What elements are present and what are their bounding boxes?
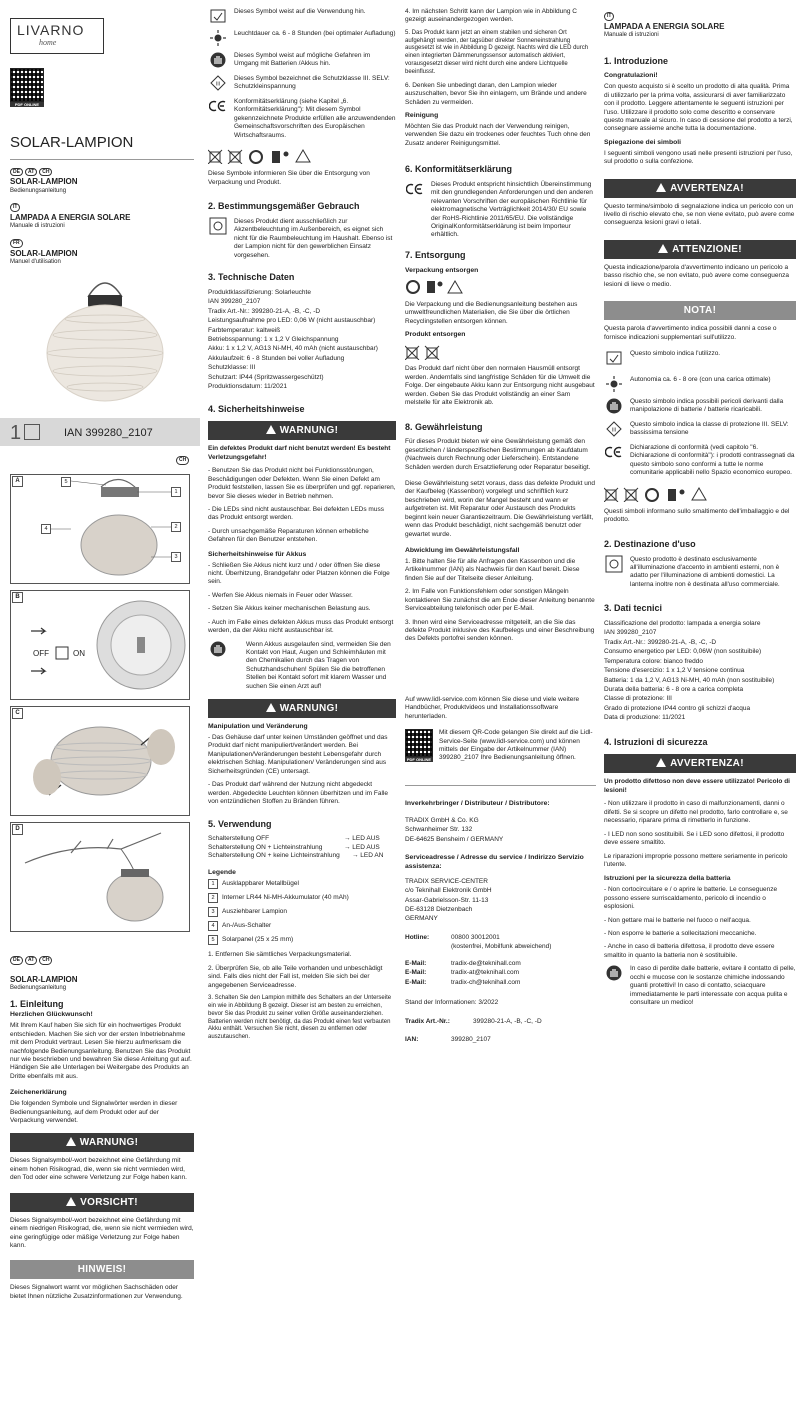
cover-lang-it (10, 203, 194, 231)
intended-use-icon (209, 217, 227, 235)
brand-sub: home (39, 38, 57, 47)
it-congrats-heading: Congratulazioni! (604, 72, 658, 80)
disposal-symbols (208, 148, 396, 167)
service-heading: Serviceadresse / Adresse du service / Indirizzo Servizio assistenza: (405, 854, 584, 870)
legend-number: 3 (208, 907, 218, 917)
figure-a-label: A (12, 476, 23, 487)
it-tech-data (604, 620, 796, 723)
glove-icon (606, 965, 622, 981)
it-glove-text: In caso di perdite dalle batterie, evitare il contatto di pelle, occhi e mucose con le sostanze chimiche indossando guanti protettivi! In caso di contatto, sciacquare immediatamente le parti interessate con acqua pulita e consultare un medico! (630, 965, 796, 1007)
legend-number: 1 (208, 879, 218, 889)
tech-row: Data di produzione: 11/2021 (604, 714, 686, 722)
tech-row: Schutzart: IP44 (Spritzwassergeschützt) (208, 373, 324, 381)
ce-mark-icon (406, 183, 424, 195)
de-akku-glove-text: Wenn Akkus ausgelaufen sind, vermeiden Sie den Kontakt von Haut, Augen und Schleimhäuten mit den Chemikalien durch das Tragen von Schutzhandschuhen! Spülen Sie die betroffenen Stellen bei Kontakt sofort mit klarem Wasser und suchen Sie einen Arzt auf! (246, 640, 391, 690)
tech-row: IAN 399280_2107 (604, 629, 657, 637)
de-column-3 (402, 0, 600, 1408)
legend-item (208, 921, 396, 931)
page-box (24, 424, 40, 440)
it-caution-label: ATTENZIONE! (672, 243, 742, 255)
address-line: TRADIX GmbH & Co. KG (405, 816, 479, 824)
use-result: → LED AN (352, 852, 384, 860)
tech-row: Leistungsaufnahme pro LED: 0,06 W (nicht austauschbar) (208, 317, 376, 325)
lampion-product-image (30, 275, 180, 405)
email-address: tradix-at@teknihall.com (451, 969, 520, 977)
de-warning-label: WARNUNG! (79, 1137, 139, 1149)
ian-row (405, 1036, 596, 1044)
it-section-3-heading: 3. Dati tecnici (604, 603, 663, 614)
use-row (208, 835, 396, 843)
legend-number: 5 (208, 935, 218, 945)
de-intro (10, 956, 194, 1306)
it-caution-bar (604, 240, 796, 259)
intended-use-text: Dieses Produkt dient ausschließlich zur Akzentbeleuchtung im Außenbereich, es eignet sich nicht für die Raumbeleuchtung im Haushalt. Ebenso ist der Lampion nicht für den gewerblichen Einsatz vorgesehen. (234, 217, 393, 259)
de-warning-bar (10, 1133, 194, 1152)
qr-code-icon (10, 68, 44, 102)
cover-title: SOLAR-LAMPION (10, 134, 134, 152)
symbol-text: Questo simbolo indica la classe di protezione III. SELV: bassissima tensione (630, 420, 789, 437)
symbol-text: Dieses Symbol bezeichnet die Schutzklasse III. SELV: Schutzkleinspannung (234, 74, 390, 91)
address-line: c/o Teknihall Elektronik GmbH (405, 887, 492, 895)
email-label: E-Mail: (405, 978, 427, 986)
de-akku-item: - Werfen Sie Akkus niemals in Feuer oder Wasser. (208, 591, 353, 599)
warning-triangle-icon (66, 1137, 76, 1146)
ian-value: 399280_2107 (451, 1035, 491, 1043)
figure-d (10, 822, 190, 932)
it-symbols-text: I seguenti simboli vengono usati nelle presenti istruzioni per l'uso, sul prodotto o sulla confezione. (604, 149, 793, 166)
lang-code: FR (10, 239, 23, 248)
qr-code-icon (405, 729, 433, 757)
tech-row: Akku: 1 x 1,2 V, AG13 Ni-MH, 40 mAh (nicht austauschbar) (208, 345, 378, 353)
use-condition: Schalterstellung ON + Lichteinstrahlung (208, 843, 323, 851)
de-section-8-heading: 8. Gewährleistung (405, 421, 483, 432)
de-conformity-text: Dieses Produkt entspricht hinsichtlich Übereinstimmung mit den grundlegenden Anforderungen und den anderen relevanten Vorschriften der europäischen Richtlinie für elektromagnetische Verträglichkeit 2014/30/ EU sowie der RoHS-Richtlinie 2011/65/EU. Die vollständige OriginalKonformitätserklärung ist beim Importeur erhältlich. (431, 180, 593, 239)
use-condition: Schalterstellung ON + keine Lichteinstrahlung (208, 852, 340, 860)
tech-row: Batteria: 1 da 1,2 V, AG13 Ni-MH, 40 mAh (non sostituibile) (604, 676, 775, 684)
de-section-7-heading: 7. Entsorgung (405, 249, 466, 260)
de-product-disposal-heading: Produkt entsorgen (405, 331, 466, 339)
de-warranty-text: Für dieses Produkt bieten wir eine Gewährleistung gemäß den gesetzlichen / länderspezifischen Bestimmungen ab Kaufdatum (Nachweis durch Rechnung oder Lieferschein). Entstandene Schäden werden durch Ersatzlieferung oder Reparatur beseitigt. (405, 438, 591, 471)
warning-triangle-icon (656, 758, 666, 767)
recycling-icons (405, 279, 465, 295)
crossed-bin-icons (405, 344, 445, 360)
email-row (405, 960, 596, 968)
de-warranty-text: Diese Gewährleistung setzt voraus, dass das defekte Produkt und der Kaufbeleg (Kassenbon) vorgelegt und schriftlich kurz beschrieben wird, worin der Mangel besteht und wann er aufgetreten ist. Mit Reparatur oder Austausch des Produkts beginnt kein neuer Garantiezeitraum. Die Gewährleistung verfällt, wenn das Produkt beschädigt, nicht sachgemäß benutzt oder gewartet wurde. (405, 480, 596, 538)
de-packaging-heading: Verpackung entsorgen (405, 266, 479, 274)
info-date: Stand der Informationen: 3/2022 (405, 999, 499, 1007)
tech-row: Grado di protezione IP44 contro gli schizzi d'acqua (604, 704, 751, 712)
symbol-ce (208, 98, 396, 140)
de-step: 6. Denken Sie unbedingt daran, den Lampion wieder auszuschalten, bevor Sie ihn einlagern, um Brände und andere Schäden zu vermeiden. (405, 81, 587, 106)
hotline-label: Hotline: (405, 933, 430, 941)
de-lidl-service-text: Auf www.lidl-service.com können Sie diese und viele weitere Handbücher, Produktvideos und Installationssoftware herunterladen. (405, 695, 580, 720)
it-symbol-duration (604, 376, 796, 392)
disposal-icons (604, 486, 714, 502)
legend-item (208, 893, 396, 903)
it-section-2-heading: 2. Destinazione d'uso (604, 538, 696, 549)
de-safety-item: - Benutzen Sie das Produkt nicht bei Funktionsstörungen, Beschädigungen oder Defekten. Wenn Sie einen Defekt am Produkt feststellen, lassen Sie es überprüfen und ggf. reparieren, bevor Sie dieses wieder in Betrieb nehmen. (208, 467, 396, 500)
figure-b-label: B (12, 592, 23, 603)
glove-icon (210, 52, 226, 68)
de-title: SOLAR-LAMPION (10, 974, 78, 984)
it-symbol-usage (604, 350, 796, 366)
de-section-1-heading: 1. Einleitung (10, 998, 64, 1009)
email-row (405, 979, 596, 987)
de-section-2-heading: 2. Bestimmungsgemäßer Gebrauch (208, 201, 360, 212)
de-cleaning-heading: Reinigung (405, 111, 439, 119)
lang-code: DE (10, 168, 23, 177)
lang-code: CH (39, 956, 52, 965)
symbol-text: Autonomia ca. 6 - 8 ore (con una carica ottimale) (630, 376, 771, 384)
it-battery-item: - Non gettare mai le batterie nel fuoco o nell'acqua. (604, 916, 751, 924)
hotline-number: 00800 30012001 (451, 933, 500, 941)
de-akku-item: - Setzen Sie Akkus keiner mechanischen Belastung aus. (208, 605, 371, 613)
it-intro-text: Con questo acquisto si è scelto un prodotto di alta qualità. Prima di utilizzarlo per la prima volta, assicurarsi di aver familiarizzato con il prodotto. Leggere attentamente le seguenti istruzioni per l'uso. Utilizzare il prodotto solo come descritto e conservare questo manuale al sicuro. In caso di cessione del prodotto a terzi, consegnare assieme anche tutta la documentazione. (604, 83, 793, 133)
it-note-bar (604, 301, 796, 320)
cover-lang-fr (10, 239, 194, 267)
it-symbol-protection-class (604, 421, 796, 438)
protection-class-iii-icon (606, 421, 622, 437)
it-battery-item: - Non esporre le batterie a sollecitazioni meccaniche. (604, 929, 757, 937)
switch-on-label: ON (73, 649, 85, 658)
de-note-text: Dieses Signalwort warnt vor möglichen Sachschäden oder bietet Ihnen nützliche Zusatzinformationen zur Verwendung. (10, 1284, 183, 1300)
cover-qr (10, 68, 44, 107)
intended-use-icon (605, 555, 623, 573)
de-akku-item: - Auch im Falle eines defekten Akkus muss das Produkt entsorgt werden, da der Akku nicht austauschbar ist. (208, 618, 394, 635)
it-title: LAMPADA A ENERGIA SOLARE (604, 21, 725, 31)
it-battery-heading: Istruzioni per la sicurezza della batteria (604, 875, 731, 883)
legend-item (208, 935, 396, 945)
symbol-text: Questi simboli informano sullo smaltimento dell'imballaggio e del prodotto. (604, 507, 790, 524)
legend-number: 4 (208, 921, 218, 931)
legend-text: Ausklappbarer Metallbügel (222, 880, 299, 888)
tech-row: Temperatura colore: bianco freddo (604, 657, 704, 665)
use-result: → LED AUS (344, 835, 380, 843)
de-caution-bar (10, 1193, 194, 1212)
tech-row: Schutzklasse: III (208, 364, 256, 372)
symbol-text: Diese Symbole informieren Sie über die Entsorgung von Verpackung und Produkt. (208, 170, 370, 186)
email-label: E-Mail: (405, 959, 427, 967)
symbol-usage (208, 8, 396, 24)
de-akku-heading: Sicherheitshinweise für Akkus (208, 550, 307, 558)
page-number-one: 1 (10, 422, 22, 444)
de-step: 2. Überprüfen Sie, ob alle Teile vorhanden und unbeschädigt sind. Falls dies nicht der Fall ist, melden Sie sich bei der angegebenen Serviceadresse. (208, 964, 383, 989)
it-warning-text: Questo termine/simbolo di segnalazione indica un pericolo con un livello di rischio elevato che, se non viene evitato, può avere come conseguenza lesioni gravi o letali. (604, 202, 795, 227)
it-safety-item: Le riparazioni improprie possono mettere seriamente in pericolo l'utente. (604, 852, 788, 868)
cover-lang-name: LAMPADA A ENERGIA SOLARE (10, 212, 131, 222)
de-qr-block (405, 729, 596, 763)
lang-code: AT (25, 956, 37, 965)
it-subtitle: Manuale di istruzioni (604, 31, 659, 38)
symbol-text: Dieses Symbol weist auf die Verwendung hin. (234, 8, 366, 15)
legend-number: 2 (208, 893, 218, 903)
it-intended-use-text: Questo prodotto è destinato esclusivamente all'illuminazione d'accento in ambienti esterni, non è adatto per l'illuminazione di ambienti domestici. La lanterna inoltre non è destinata all'uso commerciale. (630, 555, 780, 588)
glove-icon (606, 398, 622, 414)
svg-text:III: III (611, 427, 617, 434)
de-section-5-heading: 5. Verwendung (208, 818, 272, 829)
de-warranty-step: 2. Im Falle von Funktionsfehlern oder sonstigen Mängeln kontaktieren Sie zunächst die am Ende dieser Anleitung benannte Serviceabteilung telefonisch oder per E-Mail. (405, 588, 595, 613)
figure-d-label: D (12, 824, 23, 835)
warning-triangle-icon (266, 703, 276, 712)
tech-row: IAN 399280_2107 (208, 298, 261, 306)
legend-text: An-/Aus-Schalter (222, 922, 272, 930)
protection-class-iii-icon (210, 75, 226, 91)
it-safety-item: - Non utilizzare il prodotto in caso di malfunzionamenti, danni o difetti. Se si scopre un difetto nel prodotto, farlo controllare e, se necessario, riparare prima di rimetterlo in funzione. (604, 800, 788, 825)
tech-row: Akkulaufzeit: 6 - 8 Stunden bei voller Aufladung (208, 354, 345, 362)
warning-triangle-icon (656, 183, 666, 192)
distributor-address (405, 817, 596, 844)
callout-1: 1 (171, 487, 181, 497)
cover-lang-name: SOLAR-LAMPION (10, 248, 78, 258)
ian-band (0, 418, 200, 446)
hotline-note: (kostenfrei, Mobilfunk abweichend) (451, 943, 552, 951)
cover-column (0, 0, 200, 1408)
callout-5: 5 (61, 477, 71, 487)
de-manipulation-heading: Manipulation und Veränderung (208, 723, 308, 731)
country-code: CH (176, 456, 189, 465)
de-caution-label: VORSICHT! (80, 1196, 138, 1208)
de-product-disposal-text: Das Produkt darf nicht über den normalen Hausmüll entsorgt werden. Andernfalls sind langfristige Schäden für die Umwelt die Folge. Der eingebaute Akku kann zur Entsorgung nicht ausgebaut werden. Geben Sie das Produkt vollständig an einer Sam melstelle für alte Elektronik ab. (405, 365, 595, 407)
brand-name: LIVARNO (17, 22, 85, 38)
de-warranty-process-heading: Abwicklung im Gewährleistungsfall (405, 547, 520, 555)
it-symbol-ce (604, 444, 796, 478)
de-manipulation-warning-bar (208, 699, 396, 718)
de-section-6-heading: 6. Konformitätserklärung (405, 164, 513, 175)
de-safety-warning-label: WARNUNG! (279, 425, 339, 437)
glove-icon (210, 641, 226, 657)
de-safety-item: - Durch unsachgemäße Reparaturen können erhebliche Gefahren für den Benutzer entstehen. (208, 527, 369, 544)
legend-item (208, 879, 396, 889)
lang-code: DE (10, 956, 23, 965)
it-note-label: NOTA! (683, 305, 717, 317)
address-line: DE-64625 Bensheim / GERMANY (405, 835, 504, 843)
distributor-heading: Inverkehrbringer / Distributeur / Distributore: (405, 799, 550, 807)
legend-text: Ausziehbarer Lampion (222, 908, 288, 916)
tech-row: Consumo energetico per LED: 0,06W (non sostituibile) (604, 648, 762, 656)
cover-lang-sub: Manuale di istruzioni (10, 223, 65, 230)
tech-row: Farbtemperatur: kaltweiß (208, 326, 281, 334)
warning-triangle-icon (66, 1197, 76, 1206)
cover-lang-name: SOLAR-LAMPION (10, 177, 78, 187)
de-column-2 (202, 0, 400, 1408)
disposal-icons (208, 148, 318, 164)
de-akku-glove-block (208, 641, 396, 692)
it-intended-use-block (604, 556, 796, 590)
hotline-row (405, 934, 596, 942)
it-symbol-battery (604, 398, 796, 415)
de-note-bar (10, 1260, 194, 1279)
de-packaging-text: Die Verpackung und die Bedienungsanleitung bestehen aus umweltfreundlichen Materialien, die Sie über die örtlichen Recyclingstellen entsorgen können. (405, 300, 578, 325)
tech-row: Classe di protezione: III (604, 695, 672, 703)
warning-triangle-icon (266, 425, 276, 434)
tech-row: Tensione d'esercizio: 1 x 1,2 V tensione continua (604, 667, 745, 675)
ian-label: IAN: (405, 1035, 419, 1043)
figure-a (10, 474, 190, 584)
cover-lang-sub: Bedienungsanleitung (10, 187, 67, 194)
it-section-4-heading: 4. Istruzioni di sicurezza (604, 736, 708, 747)
it-symbols-heading: Spiegazione dei simboli (604, 138, 682, 146)
use-row (208, 852, 396, 860)
usage-icon (210, 9, 226, 23)
lang-code: AT (25, 168, 37, 177)
de-congrats-heading: Herzlichen Glückwunsch! (10, 1011, 93, 1019)
callout-4: 4 (41, 524, 51, 534)
address-line: GERMANY (405, 915, 438, 923)
de-safety-item: - Die LEDs sind nicht austauschbar. Bei defekten LEDs muss das Produkt entsorgt werden. (208, 505, 384, 522)
de-manipulation-warning-label: WARNUNG! (279, 703, 339, 715)
de-note-label: HINWEIS! (77, 1264, 127, 1276)
warning-triangle-icon (658, 244, 668, 253)
de-step: 4. Im nächsten Schritt kann der Lampion wie in Abbildung C gezeigt auseinandergezogen werden. (405, 8, 577, 24)
legend-item (208, 907, 396, 917)
it-glove-block (604, 965, 796, 1007)
symbol-protection-class (208, 75, 396, 92)
hotline-note-row (405, 943, 596, 951)
email-address: tradix-de@teknihall.com (451, 959, 521, 967)
svg-text:III: III (215, 81, 221, 88)
symbol-text: Questo simbolo indica possibili pericoli derivanti dalla manipolazione di batterie / batterie ricaricabili. (630, 398, 784, 414)
de-caution-text: Dieses Signalsymbol/-wort bezeichnet eine Gefährdung mit einem niedrigen Risikograd, die, wenn sie nicht vermieden wird, eine geringfügige oder mäßige Verletzung zur Folge haben kann. (10, 1216, 194, 1250)
de-step: 1. Entfernen Sie sämtliches Verpackungsmaterial. (208, 951, 352, 959)
it-note-text: Questa parola d'avvertimento indica possibili danni a cose o fornisce indicazioni supplementari sull'utilizzo. (604, 325, 777, 341)
symbol-text: Leuchtdauer ca. 6 - 8 Stunden (bei optimaler Aufladung) (234, 30, 396, 37)
de-akku-item: - Schließen Sie Akkus nicht kurz und / oder öffnen Sie diese nicht. Überhitzung, Brandgefahr oder Platzen können die Folge sein. (208, 561, 390, 586)
de-step: 5. Das Produkt kann jetzt an einem stabilen und sicheren Ort aufgehängt werden, der tagsüber direkter Sonneneinstrahlung ausgesetzt ist wie in Abbildung D gezeigt. Nachts wird die LED durch einen integrierten Dämmerungssensor automatisch aktiviert, vorausgesetzt dieser wird nicht durch eine andere Lichtquelle beeinflusst. (405, 29, 589, 75)
it-section-1-heading: 1. Introduzione (604, 55, 668, 66)
tech-row: Tradix Art.-Nr.: 399280-21-A, -B, -C, -D (604, 638, 717, 646)
lang-code: IT (604, 12, 614, 21)
sun-icon (210, 30, 226, 46)
usage-icon (606, 351, 622, 365)
symbol-duration (208, 30, 396, 46)
it-safety-item: - I LED non sono sostituibili. Se i LED sono difettosi, il prodotto deve essere smaltito. (604, 830, 785, 847)
legend-text: Interner LR44 Ni-MH-Akkumulator (40 mAh) (222, 894, 349, 902)
de-warranty-step: 3. Ihnen wird eine Serviceadresse mitgeteilt, an die Sie das defekte Produkt inklusive des Kaufbelegs und einer Beschreibung des Defekts portofrei senden können. (405, 618, 595, 643)
it-caution-text: Questa indicazione/parola d'avvertimento indicano un pericolo a basso rischio che, se non evitato, può avere come conseguenza lesioni di lieve o medio. (604, 263, 790, 288)
de-legend-heading: Legende (208, 868, 236, 876)
switch-off-label: OFF (33, 649, 49, 658)
figure-c-label: C (12, 708, 23, 719)
tech-row: Produktionsdatum: 11/2021 (208, 383, 288, 391)
figure-d-drawing (11, 823, 189, 931)
callout-2: 2 (171, 522, 181, 532)
lang-code: CH (39, 168, 52, 177)
use-row (208, 844, 396, 852)
de-manipulation-item: - Das Produkt darf während der Nutzung nicht abgedeckt werden. Abgedeckte Leuchten können überhitzen und im Falle von entzündlichen Stoffen zu Bränden führen. (208, 781, 388, 806)
it-column (602, 0, 800, 1408)
use-result: → LED AUS (344, 843, 380, 851)
symbol-battery (208, 52, 396, 69)
de-intro-text: Mit Ihrem Kauf haben Sie sich für ein hochwertiges Produkt entschieden. Machen Sie sich vor der ersten Inbetriebnahme mit dem Produkt vertraut. Lesen Sie hierzu aufmerksam die nachfolgende Bedienungsanleitung. Benutzen Sie das Produkt nur wie beschrieben und bewahren Sie diese Anleitung gut auf. Händigen Sie alle Unterlagen bei Weitergabe des Produkts an Dritte ebenfalls mit aus. (10, 1022, 192, 1080)
callout-3: 3 (171, 552, 181, 562)
symbol-text: Konformitätserklärung (siehe Kapitel „6. Konformitätserklärung"): Mit diesem Symbol gekennzeichnete Produkte erfüllen alle anzuwendenden Gemeinschaftsvorschriften des Europäischen Wirtschaftsraums. (234, 97, 396, 139)
lang-code: IT (10, 203, 20, 212)
intended-use-block (208, 218, 396, 260)
symbol-text: Dieses Symbol weist auf mögliche Gefahren im Umgang mit Batterien /Akkus hin. (234, 52, 371, 68)
de-tech-data (208, 289, 396, 392)
sun-icon (606, 376, 622, 392)
tech-row: Tradix Art.-Nr.: 399280-21-A, -B, -C, -D (208, 307, 321, 315)
de-safety-warning-bar (208, 421, 396, 440)
de-symbols-text: Die folgenden Symbole und Signalwörter werden in dieser Bedienungsanleitung, auf dem Produkt oder auf der Verpackung verwendet. (10, 1100, 178, 1124)
de-step: 3. Schalten Sie den Lampion mithilfe des Schalters an der Unterseite ein wie in Abbildung B gezeigt. Dieser ist am besten zu erreichen, bevor Sie das Produkt zu seiner vollen Größe auseinanderziehen. Batterien werden nicht benötigt, da das Produkt einen fest verbauten Akku enthält. Versuchen Sie nicht, diesen zu entfernen oder auszutauschen. (208, 995, 392, 1041)
address-line: DE-63128 Dietzenbach (405, 906, 473, 914)
email-address: tradix-ch@teknihall.com (451, 978, 521, 986)
it-safety-warning-bar (604, 754, 796, 773)
brand-logo (10, 18, 104, 54)
de-safety-bold: Ein defektes Produkt darf nicht benutzt werden! Es besteht Verletzungsgefahr! (208, 445, 391, 461)
cover-lang-de (10, 168, 194, 196)
figure-a-drawing (11, 475, 189, 583)
article-number: 399280-21-A, -B, -C, -D (473, 1017, 542, 1025)
de-symbols-heading: Zeichenerklärung (10, 1089, 67, 1097)
figure-c (10, 706, 190, 816)
ce-mark-icon (209, 100, 227, 112)
address-line: Schwanheimer Str. 132 (405, 826, 473, 834)
figure-b-drawing (11, 591, 189, 699)
de-conformity-block (405, 181, 596, 240)
use-condition: Schalterstellung OFF (208, 835, 270, 843)
figure-c-drawing (11, 707, 189, 815)
de-qr-text: Mit diesem QR-Code gelangen Sie direkt auf die Lidl-Service-Seite (www.lidl-service.com) und können mittels der Eingabe der Artikelnummer (IAN) 399280_2107 Ihre Bedienungsanleitung öffnen. (439, 729, 593, 762)
legend-text: Solarpanel (25 x 25 mm) (222, 936, 294, 944)
ian-number: IAN 399280_2107 (64, 427, 153, 439)
tech-row: Produktklassifizierung: Solarleuchte (208, 288, 311, 296)
figure-b (10, 590, 190, 700)
it-warning-label: AVVERTENZA! (670, 182, 744, 194)
de-subtitle: Bedienungsanleitung (10, 984, 67, 991)
it-battery-item: - Anche in caso di batteria difettosa, il prodotto deve essere smaltito in quanto la batteria non è sostituibile. (604, 943, 775, 959)
it-safety-warning-label: AVVERTENZA! (670, 758, 744, 770)
de-warning-text: Dieses Signalsymbol/-wort bezeichnet eine Gefährdung mit einem hohen Risikograd, die, wenn sie nicht vermieden wird, den Tod oder eine schwere Verletzung zur Folge haben kann. (10, 1157, 187, 1182)
email-label: E-Mail: (405, 969, 427, 977)
ce-mark-icon (605, 446, 623, 458)
it-battery-item: - Non cortocircuitare e / o aprire le batterie. Le conseguenze possono essere surriscaldamento, pericolo di incendio o esplosioni. (604, 886, 778, 911)
tech-row: Betriebsspannung: 1 x 1,2 V Gleichspannung (208, 336, 339, 343)
tech-row: Durata della batteria: 6 - 8 ore a carica completa (604, 686, 744, 694)
de-warranty-step: 1. Bitte halten Sie für alle Anfragen den Kassenbon und die Artikelnummer (IAN) als Nachweis für den Kauf bereit. Diese finden Sie auf der Titelseite dieser Anleitung. (405, 557, 580, 582)
de-section-3-heading: 3. Technische Daten (208, 272, 295, 283)
cover-lang-sub: Manuel d'utilisation (10, 258, 61, 265)
address-line: Assar-Gabrielsson-Str. 11-13 (405, 896, 489, 904)
it-safety-bold: Un prodotto difettoso non deve essere utilizzato! Pericolo di lesioni! (604, 778, 790, 794)
article-number-row (405, 1018, 596, 1026)
it-warning-bar (604, 179, 796, 198)
article-number-label: Tradix Art.-Nr.: (405, 1017, 450, 1025)
email-row (405, 969, 596, 977)
de-cleaning-text: Möchten Sie das Produkt nach der Verwendung reinigen, verwenden Sie dazu ein trockenes oder feuchtes Tuch ohne den Zusatz anderer Reinigungsmittel. (405, 122, 591, 147)
service-address (405, 878, 596, 924)
de-manipulation-item: - Das Gehäuse darf unter keinen Umständen geöffnet und das Produkt darf nicht manipuliert/verändert werden. Bei Manipulationen/Veränderungen besteht Lebensgefahr durch elektrischen Schlag. Manipulationen/ Veränderungen sind aus Sicherheitsgründen (CE) untersagt. (208, 734, 388, 775)
symbol-text: Dichiarazione di conformità (vedi capitolo "6. Dichiarazione di conformità"): i prodotti contrassegnati da questo simbolo sono conformi a tutte le norme comunitarie applicabili nello Spazio economico europeo. (630, 443, 795, 477)
address-line: TRADIX SERVICE-CENTER (405, 877, 488, 885)
tech-row: Classificazione del prodotto: lampada a energia solare (604, 619, 761, 627)
qr-badge: PDF ONLINE (406, 757, 432, 763)
symbol-text: Questo simbolo indica l'utilizzo. (630, 350, 721, 358)
qr-badge: PDF ONLINE (10, 102, 44, 107)
de-section-4-heading: 4. Sicherheitshinweise (208, 403, 305, 414)
